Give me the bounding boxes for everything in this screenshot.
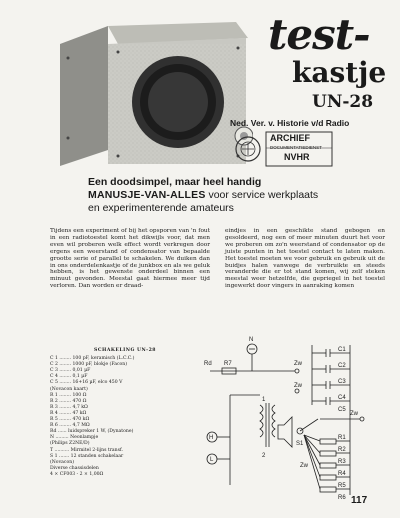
- testbox-photo: [48, 18, 253, 170]
- article-left-column: Tijdens een experiment of bij het opsporen van 'n fout in een radiotoestel komt het dikwijls voor, dat men even wil proberen welk effect wordt verkregen door ergens een weerstand of condensator van bepaalde grootte serie of parallel te schakelen. We duiken dan in ons onderdelenkastje of de junkbox en als we geluk hebben, is het gewenste onderdeel binnen een minuut gevonden. Meestal gaat hiermee meer tijd verloren. Dan worden er draad-: [50, 228, 210, 290]
- parts-list-row: R 4 ........ 47 kΩ: [50, 410, 87, 416]
- stamp-nvhr: NVHR: [284, 152, 310, 162]
- parts-list-row: 4 × CF003 - 2 × 1,00Ω: [50, 471, 104, 477]
- schematic-label-h: H: [209, 435, 214, 441]
- schematic-label-2: 2: [262, 453, 266, 459]
- parts-list: [50, 348, 200, 478]
- title-kastje: kastje: [292, 56, 387, 89]
- page-number: 117: [351, 495, 368, 506]
- schematic-label-r6: R6: [338, 495, 346, 501]
- parts-list-title: SCHAKELING UN-28: [94, 348, 156, 353]
- headline-bold: MANUSJE-VAN-ALLES: [88, 189, 206, 201]
- parts-list-row: Rd ...... luidspreker 1 W, (Dynatone): [50, 429, 134, 435]
- parts-list-row: R 3 ........ 4,7 kΩ: [50, 404, 88, 410]
- stamp-documentatiedienst: DOCUMENTATIEDIENST: [270, 145, 322, 150]
- schematic-label-n: N: [249, 337, 254, 343]
- schematic-label-r7: R7: [224, 361, 232, 367]
- model-number: UN-28: [312, 92, 374, 112]
- headline-line2-rest: voor service werkplaats: [205, 189, 319, 201]
- schematic-label-l: L: [210, 457, 214, 463]
- parts-list-row: N ......... Neonlampje: [50, 435, 99, 441]
- parts-list-row: C 2 ........ 1000 pF, blokje (Facon): [50, 362, 128, 368]
- parts-list-row: R 1 ........ 100 Ω: [50, 392, 87, 398]
- schematic-label-zw-mid: Zw: [294, 383, 302, 389]
- article-right-column: eindjes in een geschikte stand gebogen en gesoldeerd, nog een of meer minuten duurt het voor we proberen om zo'n weerstand of condensator op de juiste punten in het toestel contact te laten maken. Het toestel moeten we voor gebruik en gebruik uit de buidjes halen vanwege de verbruikte en steeds veranderde die er tot stand komen, wij zelf steken meestal weer hetzelfde, die gepriegel in het toestel ingewerkt door vingers in aanraking komen: [225, 228, 385, 290]
- schematic-label-c2: C2: [338, 363, 346, 369]
- parts-list-row: (Novacon): [50, 459, 75, 465]
- schematic-label-zw-right: Zw: [350, 411, 358, 417]
- schematic-label-s1: S1: [296, 441, 304, 447]
- schematic-label-r1: R1: [338, 435, 346, 441]
- schematic-label-r4: R4: [338, 471, 346, 477]
- schematic-label-r3: R3: [338, 459, 346, 465]
- circuit-schematic: [200, 335, 370, 505]
- schematic-label-rd: Rd: [204, 361, 212, 367]
- schematic-label-zw-top: Zw: [294, 361, 302, 367]
- schematic-label-1: 1: [262, 397, 266, 403]
- parts-list-row: C 5 ........ 16+16 µF, elco 450 V: [50, 380, 123, 386]
- parts-list-row: (Philips Z2NE/D): [50, 441, 90, 447]
- stamp-archief: ARCHIEF: [270, 133, 310, 143]
- schematic-label-c4: C4: [338, 395, 346, 401]
- parts-list-row: T .......... Mirmitel 2-lijns transf.: [50, 447, 123, 453]
- parts-list-row: R 5 ........ 470 kΩ: [50, 417, 90, 423]
- article-headline: [88, 176, 318, 215]
- schematic-label-c1: C1: [338, 347, 346, 353]
- parts-list-row: S 1 ....... 12 standen schakelaar: [50, 453, 124, 459]
- headline-line1: Een doodsimpel, maar heel handig: [88, 176, 262, 188]
- schematic-label-c5: C5: [338, 407, 346, 413]
- parts-list-row: C 1 ........ 100 pF, keramisch (L.C.C.): [50, 356, 135, 362]
- parts-list-rows: [50, 356, 200, 478]
- parts-list-row: C 3 ........ 0,01 µF: [50, 368, 91, 374]
- title-test: test-: [268, 10, 370, 59]
- parts-list-row: R 6 ........ 4,7 MΩ: [50, 423, 90, 429]
- organisation-label: Ned. Ver. v. Historie v/d Radio: [230, 118, 350, 128]
- parts-list-row: C 4 ........ 0,1 µF: [50, 374, 88, 380]
- schematic-label-r5: R5: [338, 483, 346, 489]
- schematic-label-c3: C3: [338, 379, 346, 385]
- parts-list-row: R 2 ........ 470 Ω: [50, 398, 87, 404]
- parts-list-row: (Novacon kaart): [50, 386, 88, 392]
- headline-line2: [88, 189, 318, 202]
- parts-list-row: Diverse chassisdelen: [50, 465, 99, 471]
- headline-line3: en experimenterende amateurs: [88, 202, 234, 214]
- schematic-label-zw-low: Zw: [300, 463, 308, 469]
- schematic-label-r2: R2: [338, 447, 346, 453]
